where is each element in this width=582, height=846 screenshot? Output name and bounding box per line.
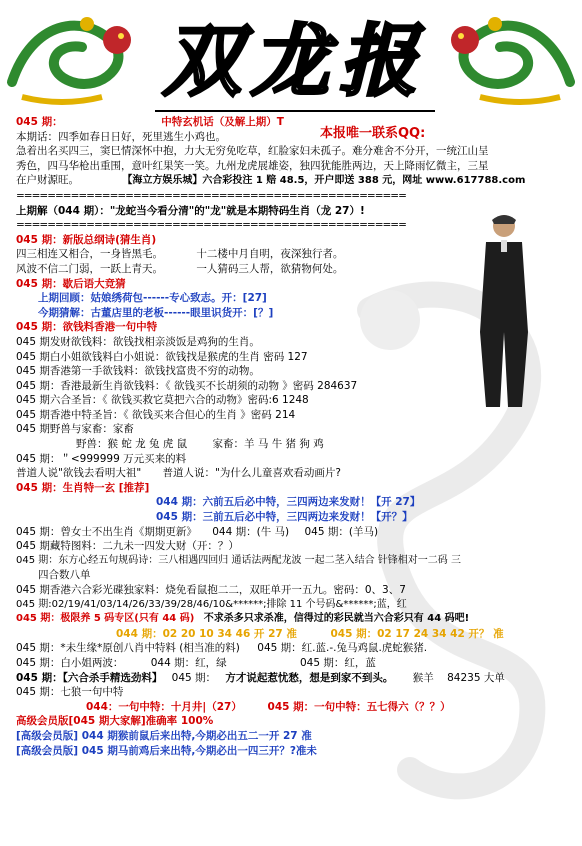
ad-line [16, 173, 576, 189]
kill-row [16, 612, 576, 627]
animals-row [16, 437, 576, 452]
text-line: 045 期：＂<999999 万元买来的料 [16, 452, 187, 465]
issue-label: 045 期： [16, 116, 63, 128]
one-line-row [16, 700, 576, 715]
right-dragon-icon [430, 2, 580, 112]
text-line: 045 期：七狼一句中特 [16, 686, 124, 699]
text-line: 秀色，四马华枪出重围，意叶红果笑一笑。九州龙虎展雄姿，独四犹能胜两边，天上降雨忆微主，三星 [16, 159, 489, 172]
casino-ad: 【海立方娱乐城】六合彩投注 1 赔 48.5，开户即送 388 元，网址 www.617788.com [122, 175, 526, 187]
text-line: 普道人说："为什么儿童喜欢看动画片? [162, 467, 341, 480]
one-line-045: 045 期：一句中特：五七得六（？？） [267, 700, 451, 713]
text-line: 045 期:02/19/41/03/14/26/33/39/28/46/10&******;排除 11 个号码&******;蓝，红 [16, 598, 407, 610]
text-line: 普道人说"欲钱去看明大祖" [16, 467, 142, 480]
section-title: 中特玄机话（及解上期）T [161, 116, 284, 128]
text-line: 045 期香港六合彩光碟独家料：烧免看鼠抱二二，双旺单开一五九。密码：0、3、7 [16, 584, 406, 596]
masthead [0, 0, 582, 120]
text-line: 045 期：香港最新生肖欲钱料：《 欲钱买不长胡须的动物 》密码 284637 [16, 379, 358, 392]
text-line: 猴羊 [412, 671, 434, 684]
separator: ================================================== [16, 219, 406, 232]
poem-line: 一人猜码三人帮，欲猜物何处。 [196, 262, 344, 275]
vip-heading: 高级会员版[045 期大家解]准确率 100% [16, 715, 214, 728]
text-line: 044 期：红，绿 [150, 656, 227, 669]
poem-line: 四三相连又相合，一身皆黑毛。 [16, 248, 163, 261]
riddle-line: 上期回顾：姑娘绣荷包------专心致志。开：[27] [38, 292, 267, 305]
text-line: 045 期：白小姐两波： [16, 656, 124, 669]
text-line: 045 期：(羊马) [304, 525, 379, 538]
text-line: 045 期六合圣旨：《 欲钱买救它莫把六合的动物》密码:6 1248 [16, 394, 309, 407]
killer-row [16, 671, 576, 686]
left-dragon-icon [2, 2, 152, 112]
text-line: 045 期：【六合杀手精选劲料】 [16, 671, 163, 684]
section-heading: 045 期：新版总纲诗(猜生肖) [16, 233, 157, 246]
riddle-line: 今期猜解：古董店里的老板------眼里识货开：[？] [38, 306, 274, 319]
text-line: 045 期藏特图料：二九未一四发大财（开：？） [16, 540, 239, 553]
newspaper-title: 双龙报 [162, 16, 427, 107]
text-line: 在户财源旺。 [16, 174, 79, 187]
text-line: 84235 大单 [447, 671, 505, 684]
zodiac-row [16, 525, 576, 540]
article-body [16, 115, 576, 758]
text-line: 045 期野兽与家畜：家畜 [16, 423, 134, 436]
poem-row [16, 262, 576, 277]
text-line: 045 期：红，蓝 [299, 656, 376, 669]
eight-zodiac-row [16, 641, 576, 656]
result-line: 045 期：三前五后必中特，三四两边来发财！【开？】 [156, 511, 413, 524]
result-line: 044 期：六前五后必中特，三四两边来发财！【开 27】 [156, 496, 421, 509]
issue-header-line [16, 115, 576, 130]
wild-animals: 野兽：猴 蛇 龙 兔 虎 鼠 [76, 438, 188, 451]
separator: ================================================== [16, 189, 406, 202]
text-line: 045 期发财欲钱料：欲钱找相亲淡饭是鸡狗的生肖。 [16, 335, 260, 348]
number-line: 045 期：02 17 24 34 42 开？ 准 [330, 627, 504, 640]
poem-row [16, 247, 576, 262]
qq-contact-label: 本报唯一联系QQ: [320, 126, 426, 141]
section-heading: 045 期：欲钱料香港一句中特 [16, 321, 158, 334]
text-line: 四合数八单 [38, 569, 91, 582]
text-line: 方才说起惹忧愁，想是到家不到头。 [225, 671, 394, 684]
poem-line: 十二楼中月自明，夜深独行者。 [196, 248, 344, 261]
text-line: 045 期香港第一手欲钱料：欲钱找富贵不穷的动物。 [16, 365, 260, 378]
domestic-animals: 家畜：羊 马 牛 猪 狗 鸡 [212, 438, 324, 451]
number-row [16, 627, 576, 642]
vip-line: [高级会员版] 044 期猴前鼠后来出特,今期必出五二一开 27 准 [16, 729, 312, 742]
one-line-044: 044：一句中特：十月井|（27） [86, 700, 242, 713]
text-line: 不求杀多只求杀准，信得过的彩民就当六合彩只有 44 码吧! [203, 613, 470, 625]
number-line: 044 期：02 20 10 34 46 开 27 准 [116, 627, 297, 640]
text-line: 045 期： [171, 671, 217, 684]
section-heading: 045 期：生肖特一玄 [推荐] [16, 481, 150, 494]
text-line: 急着出名买四三，窦巳情深怀中抱，力大无穷免吃草，红脸家妇未孤子。难分难舍不分开，一统江山呈 [16, 145, 489, 158]
text-line: 045 期：*未生缘*原创八肖中特料 (相当准的料) [16, 642, 240, 655]
text-line: 044 期：(牛 马) [212, 525, 290, 538]
daoren-row [16, 466, 576, 481]
last-issue-answer: 上期解（044 期）："龙蛇当今看分清"的"龙"就是本期特码生肖（龙 27）! [16, 204, 365, 217]
text-line: 045 期：曾女士不出生肖《期期更新》 [16, 525, 197, 538]
vip-line: [高级会员版] 045 期马前鸡后来出特,今期必出一四三开？?准未 [16, 744, 317, 757]
two-color-row [16, 656, 576, 671]
text-line: 本期话：四季如春日日好，死里逃生小鸡也。 [16, 130, 226, 143]
text-line: 045 期香港中特圣旨：《 欲钱买来合但心的生肖 》密码 214 [16, 408, 296, 421]
text-line: 045 期白小姐欲钱料白小姐说：欲钱找是猴虎的生肖 密码 127 [16, 350, 308, 363]
section-heading: 045 期：歇后语大竞猜 [16, 277, 126, 290]
poem-line: 风波不信二门弱，一跃上青天。 [16, 262, 163, 275]
text-line: 045 期：红.蓝.-.兔马鸡鼠.虎蛇猴猪. [257, 642, 428, 655]
section-heading: 045 期：极限养 5 码专区(只有 44 码) [16, 613, 195, 625]
text-line: 045 期：东方心经五句规码诗：三八相遇四回归 通话法两配龙波 一起二茎入结合 针锋相对一二码 三 [16, 554, 461, 566]
